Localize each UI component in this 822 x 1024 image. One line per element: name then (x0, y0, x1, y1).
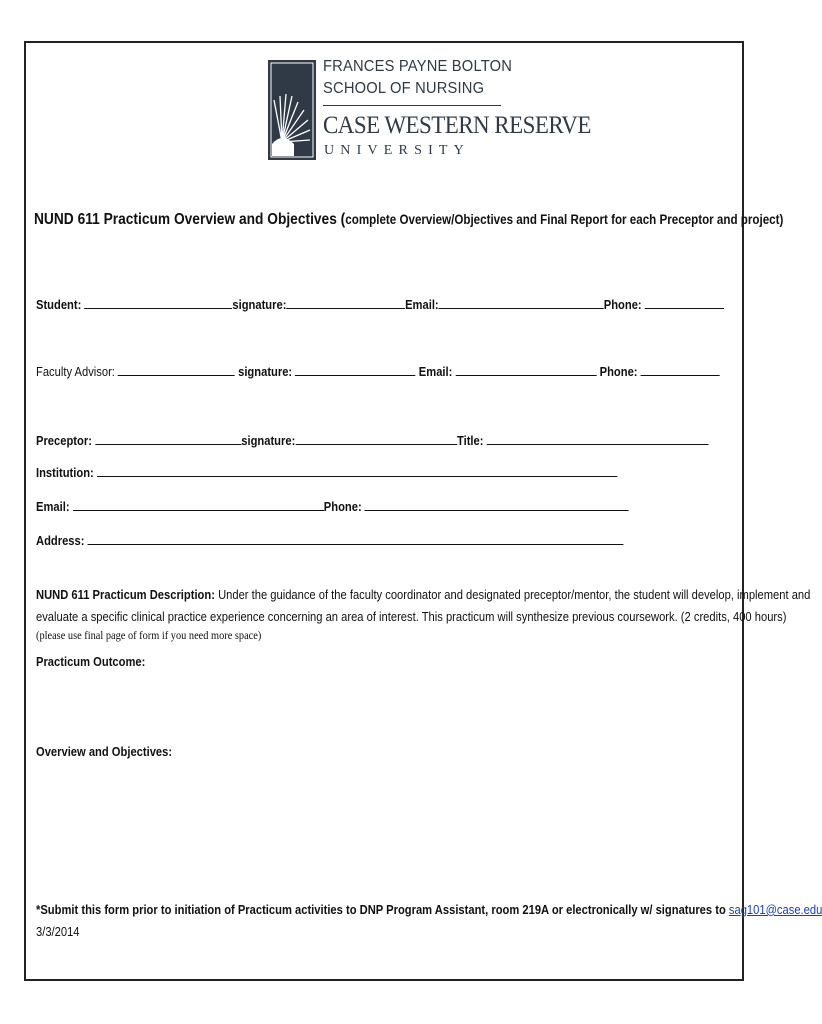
address-label: Address: (36, 533, 85, 548)
overview-objectives-label: Overview and Objectives: (36, 744, 173, 759)
preceptor-title-label: Title: (456, 433, 484, 448)
preceptor-phone-field[interactable] (365, 497, 629, 511)
description-text-line1: Under the guidance of the faculty coordinator and designated preceptor/mentor, the student will develop, implement and (218, 587, 811, 602)
institution-label: Institution: (36, 465, 94, 480)
preceptor-phone-label: Phone: (323, 499, 362, 514)
advisor-email-field[interactable] (455, 362, 596, 376)
institution-field[interactable] (97, 463, 617, 477)
sunburst-logo-icon (268, 60, 316, 160)
institution-row (36, 463, 617, 480)
student-name-field[interactable] (84, 295, 232, 309)
logo-school-line2: SCHOOL OF NURSING (323, 80, 485, 97)
form-title-main: NUND 611 Practicum Overview and Objectives ( (34, 211, 346, 228)
logo-university-word: UNIVERSITY (324, 143, 470, 158)
student-email-field[interactable] (439, 295, 604, 309)
description-line2 (36, 609, 786, 624)
student-phone-field[interactable] (645, 295, 724, 309)
advisor-row (36, 362, 720, 379)
student-phone-label: Phone: (603, 297, 642, 312)
description-note: (please use final page of form if you need more space) (36, 630, 262, 642)
preceptor-label: Preceptor: (36, 433, 92, 448)
advisor-signature-label: signature: (238, 364, 293, 379)
student-signature-label: signature: (232, 297, 287, 312)
preceptor-signature-label: signature: (241, 433, 296, 448)
student-row (36, 295, 724, 312)
description-label: NUND 611 Practicum Description: (36, 587, 215, 602)
address-row (36, 531, 623, 548)
practicum-outcome-label: Practicum Outcome: (36, 654, 146, 669)
description-text-line2: evaluate a specific clinical practice experience concerning an area of interest. This practicum will synthesize previous coursework. (2 credits, 400 hours) (36, 609, 787, 624)
advisor-phone-label: Phone: (599, 364, 638, 379)
advisor-phone-field[interactable] (641, 362, 720, 376)
submission-instruction-text: *Submit this form prior to initiation of Practicum activities to DNP Program Assistant, room 219A or electronically w/ signatures to (36, 902, 729, 917)
advisor-signature-field[interactable] (295, 362, 415, 376)
preceptor-signature-field[interactable] (295, 431, 457, 445)
form-date: 3/3/2014 (36, 924, 80, 939)
description-line1 (36, 587, 810, 602)
assistant-email-link[interactable]: sag101@case.edu (728, 902, 822, 917)
form-title (34, 211, 783, 229)
preceptor-row (36, 431, 708, 448)
faculty-advisor-label: Faculty Advisor: (36, 364, 115, 379)
preceptor-name-field[interactable] (95, 431, 241, 445)
student-email-label: Email: (405, 297, 439, 312)
school-logo (268, 58, 591, 164)
preceptor-email-label: Email: (36, 499, 70, 514)
logo-university-name: CASE WESTERN RESERVE (323, 112, 591, 139)
student-signature-field[interactable] (286, 295, 405, 309)
logo-school-line1: FRANCES PAYNE BOLTON (323, 58, 513, 75)
submission-instruction (36, 902, 822, 917)
faculty-advisor-field[interactable] (118, 362, 235, 376)
preceptor-contact-row (36, 497, 629, 514)
form-title-sub: complete Overview/Objectives and Final Report for each Preceptor and project) (345, 212, 784, 227)
logo-divider (323, 105, 501, 106)
advisor-email-label: Email: (418, 364, 453, 379)
address-field[interactable] (88, 531, 624, 545)
student-label: Student: (36, 297, 82, 312)
preceptor-title-field[interactable] (487, 431, 709, 445)
preceptor-email-field[interactable] (73, 497, 324, 511)
